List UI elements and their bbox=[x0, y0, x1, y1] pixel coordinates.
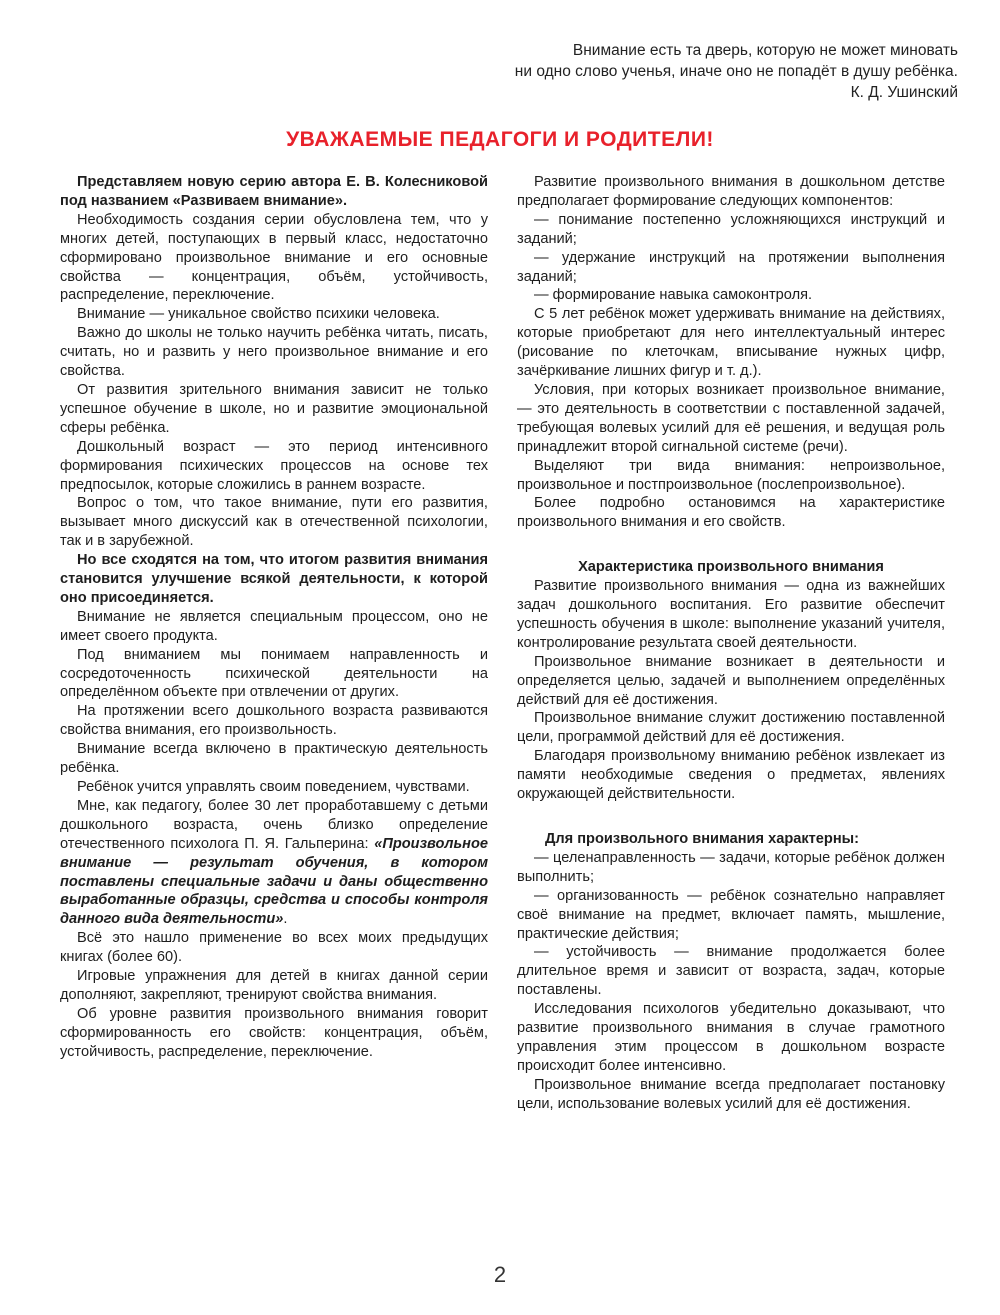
paragraph: С 5 лет ребёнок может удерживать внимание на действиях, которые приобретают для него интеллектуальный интерес (рисование по клеточкам, вписывание нужных цифр, зачёркивание лишних фигур и т. д.). bbox=[517, 306, 945, 380]
paragraph: Игровые упражнения для детей в книгах данной серии дополняют, закрепляют, тренируют свойства внимания. bbox=[60, 968, 488, 1003]
paragraph: Внимание — уникальное свойство психики человека. bbox=[77, 306, 440, 323]
spacer bbox=[517, 804, 945, 830]
paragraph: Благодаря произвольному вниманию ребёнок извлекает из памяти необходимые сведения о предметах, явлениях окружающей действительности. bbox=[517, 748, 945, 803]
list-item: — понимание постепенно усложняющихся инструкций и заданий; bbox=[517, 211, 945, 247]
paragraph: Всё это нашло применение во всех моих предыдущих книгах (более 60). bbox=[60, 930, 488, 966]
section-heading: Для произвольного внимания характерны: bbox=[545, 831, 859, 847]
paragraph: Развитие произвольного внимания — одна из важнейших задач дошкольного воспитания. Его развитие обеспечит успешность обучения в школе: выполнение указаний учителя, контролирование результата своей деятельности. bbox=[517, 578, 945, 651]
paragraph: Вопрос о том, что такое внимание, пути его развития, вызывает много дискуссий как в отечественной психологии, так и в зарубежной. bbox=[60, 495, 488, 550]
list-item: — организованность — ребёнок сознательно направляет своё внимание на предмет, включает память, мышление, практические действия; bbox=[517, 887, 945, 942]
paragraph: Дошкольный возраст — это период интенсивного формирования психических процессов на основе тех предпосылок, которые сложились в раннем возрасте. bbox=[60, 438, 488, 493]
galperin-quote: «Произвольное внимание — результат обучения, в котором поставлены специальные задачи и даны общественно выработанные образцы, средства и способы контроля данного вида деятельности» bbox=[60, 835, 488, 928]
paragraph: Исследования психологов убедительно доказывают, что развитие произвольного внимания в случае грамотного управления этим процессом в дошкольном возрасте происходит более интенсивно. bbox=[517, 1001, 945, 1074]
paragraph: От развития зрительного внимания зависит не только успешное обучение в школе, но и развитие эмоциональной сферы ребёнка. bbox=[60, 381, 488, 436]
paragraph: Произвольное внимание всегда предполагает постановку цели, использование волевых усилий для её достижения. bbox=[517, 1076, 945, 1112]
list-item: — целенаправленность — задачи, которые ребёнок должен выполнить; bbox=[517, 849, 945, 885]
paragraph: Важно до школы не только научить ребёнка читать, писать, считать, но и развить у него произвольное внимание и его свойства. bbox=[60, 325, 488, 380]
paragraph: Произвольное внимание возникает в деятельности и определяется целью, задачей и выполнением определённых действий для её достижения. bbox=[517, 653, 945, 708]
paragraph: Внимание не является специальным процессом, оно не имеет своего продукта. bbox=[60, 608, 488, 644]
paragraph: Внимание всегда включено в практическую деятельность ребёнка. bbox=[60, 741, 488, 777]
intro-text: Представляем новую серию автора Е. В. Колесниковой под названием «Развиваем внимание». bbox=[60, 174, 488, 209]
paragraph: Более подробно остановимся на характеристике произвольного внимания и его свойств. bbox=[517, 495, 945, 531]
list-item: — формирование навыка самоконтроля. bbox=[534, 287, 813, 304]
epigraph bbox=[318, 40, 958, 103]
page-number: 2 bbox=[493, 1262, 507, 1287]
intro-paragraph bbox=[60, 173, 488, 211]
paragraph: На протяжении всего дошкольного возраста развиваются свойства внимания, его произвольность. bbox=[60, 703, 488, 739]
paragraph-with-quote bbox=[60, 797, 488, 929]
paragraph: Развитие произвольного внимания в дошкольном детстве предполагает формирование следующих компонентов: bbox=[517, 174, 945, 209]
epigraph-author: К. Д. Ушинский bbox=[850, 84, 958, 101]
list-item: — удержание инструкций на протяжении выполнения заданий; bbox=[517, 249, 945, 285]
epigraph-line-1: Внимание есть та дверь, которую не может миновать bbox=[572, 42, 958, 59]
paragraph: Необходимость создания серии обусловлена тем, что у многих детей, поступающих в первый класс, недостаточно сформировано произвольное внимание и его основные свойства — концентрация, объём, устойчивость, распределение, переключение. bbox=[60, 211, 488, 304]
paragraph-bold bbox=[60, 551, 488, 608]
quote-lead: Мне, как педагогу, более 30 лет проработавшему с детьми дошкольного возраста, очень близко определение отечественного психолога П. Я. Гальперина: bbox=[60, 797, 488, 852]
epigraph-line-2: ни одно слово ученья, иначе оно не попадёт в душу ребёнка. bbox=[514, 63, 958, 80]
paragraph: Произвольное внимание служит достижению поставленной цели, программой действий для её достижения. bbox=[517, 710, 945, 746]
paragraph: Выделяют три вида внимания: непроизвольное, произвольное и постпроизвольное (послепроизвольное). bbox=[517, 457, 945, 493]
paragraph: Под вниманием мы понимаем направленность и сосредоточенность психической деятельности на определённом объекте при отвлечении от других. bbox=[60, 646, 488, 701]
spacer bbox=[517, 532, 945, 558]
page-title: УВАЖАЕМЫЕ ПЕДАГОГИ И РОДИТЕЛИ! bbox=[286, 128, 714, 151]
section-heading: Характеристика произвольного внимания bbox=[578, 559, 884, 576]
list-item: — устойчивость — внимание продолжается более длительное время и зависит от возраста, задач, которые поставлены. bbox=[517, 944, 945, 999]
paragraph: Об уровне развития произвольного внимания говорит сформированность его свойств: концентрация, объём, устойчивость, распределение, переключение. bbox=[60, 1005, 488, 1060]
bold-statement: Но все сходятся на том, что итогом развития внимания становится улучшение всякой деятельности, к которой оно присоединяется. bbox=[60, 552, 488, 606]
left-column bbox=[60, 173, 488, 1062]
right-column bbox=[517, 173, 945, 1114]
quote-end: . bbox=[283, 911, 288, 928]
paragraph: Ребёнок учится управлять своим поведением, чувствами. bbox=[77, 779, 470, 795]
paragraph: Условия, при которых возникает произвольное внимание, — это деятельность в соответствии с поставленной задачей, требующая волевых усилий для её решения, и ведущая роль принадлежит второй сигнальной системе (речи). bbox=[517, 381, 945, 455]
